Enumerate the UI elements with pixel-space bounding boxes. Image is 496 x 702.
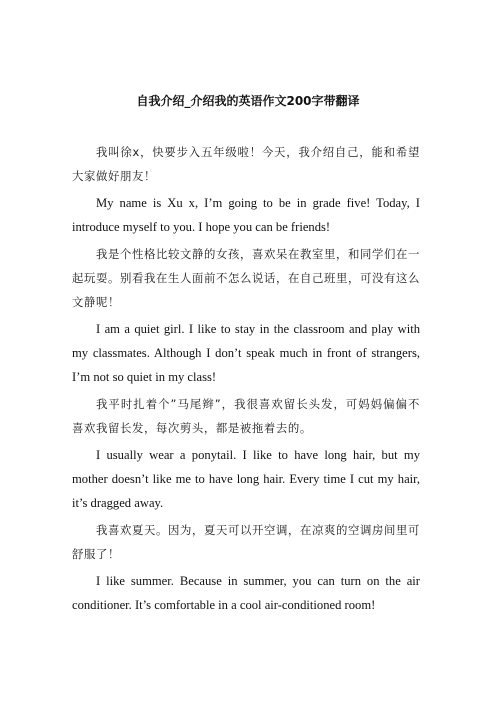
paragraph-zh-4: 我喜欢夏天。因为，夏天可以开空调，在凉爽的空调房间里可舒服了！ — [72, 523, 420, 561]
paragraph-en-1: My name is Xu x, I’m going to be in grade five! Today, I introduce myself to you. I hope you can be friends! — [72, 196, 420, 234]
paragraph-en-2: I am a quiet girl. I like to stay in the classroom and play with my classmates. Although I don’t speak much in front of strangers, I’m not so quiet in my class! — [72, 322, 420, 384]
document-body — [72, 140, 420, 620]
paragraph-zh-3: 我平时扎着个”马尾辫”，我很喜欢留长头发，可妈妈偏偏不喜欢我留长发，每次剪头，都是被拖着去的。 — [72, 397, 420, 435]
paragraph-en-3: I usually wear a ponytail. I like to have long hair, but my mother doesn’t like me to have long hair. Every time I cut my hair, it’s dragged away. — [72, 448, 420, 510]
document-title: 自我介绍_介绍我的英语作文200字带翻译 — [136, 94, 360, 108]
paragraph-en-4: I like summer. Because in summer, you can turn on the air conditioner. It’s comfortable in a cool air-conditioned room! — [72, 574, 420, 612]
paragraph-zh-1: 我叫徐x，快要步入五年级啦！今天，我介绍自己，能和希望大家做好朋友！ — [72, 145, 420, 183]
paragraph-zh-2: 我是个性格比较文静的女孩，喜欢呆在教室里，和同学们在一起玩耍。别看我在生人面前不怎么说话，在自己班里，可没有这么文静呢！ — [72, 247, 420, 309]
